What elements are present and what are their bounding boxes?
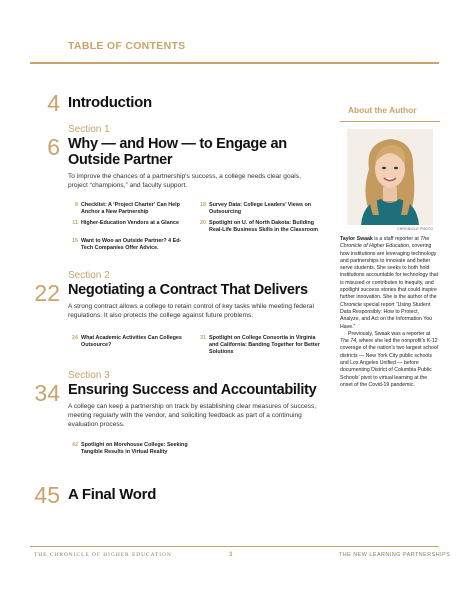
page-number: 22 — [34, 280, 60, 306]
entry-title: Negotiating a Contract That Delivers — [68, 282, 308, 298]
bio-paragraph: Previously, Swaak was a reporter at The 74, where she led the nonprofit’s K-12 coverage of the nation’s two largest school districts — New York City public schools and Los Angeles Unified — before documenting District of Columbia Public Schools’ pivot to virtual learning at the onset of the Covid-19 pandemic. — [340, 330, 438, 388]
about-rule — [340, 121, 440, 122]
entry-title: Why — and How — to Engage an Outside Partner — [68, 136, 287, 168]
about-heading: About the Author — [348, 105, 417, 115]
toc-entry-introduction[interactable] — [30, 90, 320, 114]
page-number: 34 — [34, 380, 60, 406]
toc-entry-section-2[interactable]: 22 Section 2 Negotiating a Contract That Delivers A strong contract allows a college to retain control of key tasks while meeting federal regulations. It also protects the college against future problems. 24 What Academic Activities Can Colleges Outsource? 31 Spotlight on College Consortia in Virginia and California: Banding Together for Better Solutions — [30, 270, 320, 360]
toc-entry-final-word[interactable] — [30, 482, 320, 506]
publication-name: The Chronicle of Higher Education — [340, 236, 430, 250]
page-number: 4 — [47, 90, 60, 116]
publication-name: Chronicle — [340, 301, 362, 308]
entry-title: Introduction — [68, 94, 152, 111]
entry-description: A college can keep a partnership on track by establishing clear measures of success, meeting regularly with the vendor, and soliciting feedback as part of a continuing evaluation process. — [68, 403, 317, 428]
top-rule — [30, 62, 439, 64]
section-label: Section 1 — [68, 124, 110, 135]
author-name: Taylor Swaak — [340, 236, 373, 242]
entry-description: A strong contract allows a college to retain control of key tasks while meeting federal regulations. It also protects the college against future problems. — [68, 303, 314, 319]
author-portrait-image — [347, 129, 433, 225]
footer-rule — [30, 546, 439, 547]
publication-name: The 74 — [340, 338, 357, 345]
footer-report-title: THE NEW LEARNING PARTNERSHIPS — [339, 552, 451, 558]
entry-title: A Final Word — [68, 486, 157, 503]
toc-heading: TABLE OF CONTENTS — [68, 40, 186, 52]
entry-description: To improve the chances of a partnership's success, a college needs clear goals, project “champions,” and faculty support. — [68, 173, 301, 189]
footer-publication: THE CHRONICLE OF HIGHER EDUCATION — [34, 552, 172, 558]
bio-paragraph: Taylor Swaak is a staff reporter at The Chronicle of Higher Education, covering how institutions are leveraging technology and partnerships to innovate and better serve students. She seeks to both hold institutions accountable for technology that is misused or contributes to inequity, and spotlight success stories that could inspire further innovation. She is the author of the Chronicle special report “Using Student Data Responsibly: How to Protect, Analyze, and Act on the Information You Have.” — [340, 236, 439, 330]
author-bio — [340, 236, 440, 389]
toc-entry-section-3[interactable]: 34 Section 3 Ensuring Success and Accountability A college can keep a partnership on track by establishing clear measures of success, meeting regularly with the vendor, and soliciting feedback as part of a continuing evaluation process. 42 Spotlight on Morehouse College: Seeking Tangible Results in Virtual Reality — [30, 370, 320, 470]
section-label: Section 3 — [68, 370, 110, 381]
page-number: 45 — [34, 482, 60, 508]
section-label: Section 2 — [68, 270, 110, 281]
entry-title: Ensuring Success and Accountability — [68, 382, 317, 398]
page-number: 6 — [47, 134, 60, 160]
author-photo — [347, 129, 433, 225]
footer-page-number: 3 — [229, 552, 234, 558]
toc-entry-section-1[interactable]: 6 Section 1 Why — and How — to Engage an Outside Partner To improve the chances of a partnership's success, a college needs clear goals, project “champions,” and faculty support. 9 Checklist: A ‘Project Charter’ Can Help Anchor a New Partnership 18 Survey Data: College Leaders’ Views on Outsourcing 11 Higher-Education Vendors at a Glance 20 Spotlight on U. of North Dakota: Building Real-Life Business Skills in the Classroom 15 Want to Woo an Outside Partner? 4 Ed-Tech Companies Offer Advice. — [30, 124, 320, 249]
photo-credit: CHRONICLE PHOTO — [397, 227, 433, 231]
